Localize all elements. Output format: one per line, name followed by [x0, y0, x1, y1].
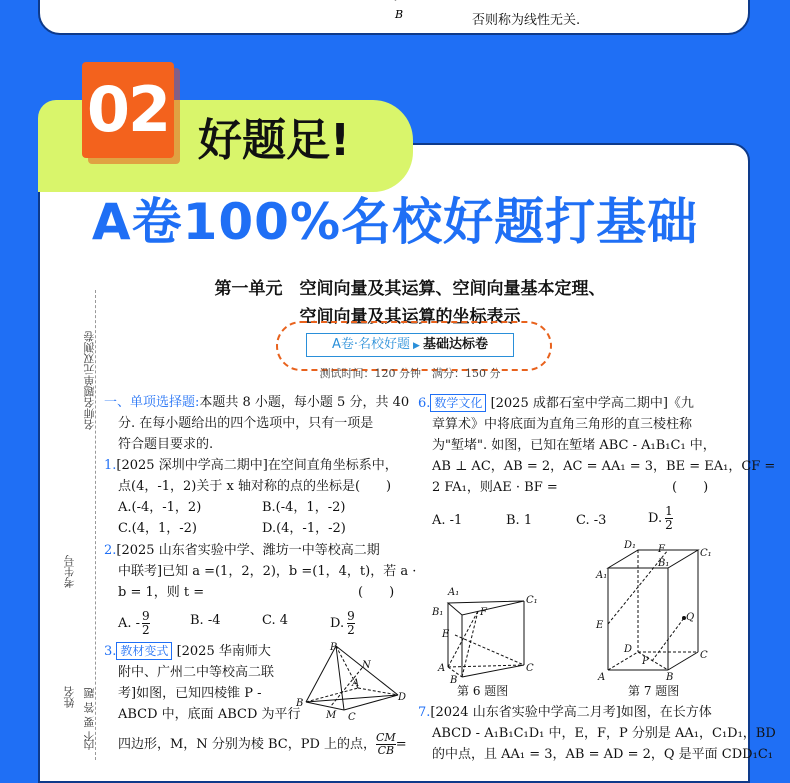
q2-line1: [2025 山东省实验中学、潍坊一中等校高二期	[116, 543, 380, 558]
svg-text:F: F	[480, 607, 487, 618]
section-one-heading	[104, 392, 409, 413]
fig7-caption: 第 7 题图	[628, 684, 680, 698]
svg-text:D: D	[624, 644, 633, 655]
q1-option-a: A.(-4，-1，2)	[118, 500, 202, 515]
q3-tag: 教材变式	[116, 642, 172, 660]
fragment-text: 否则称为线性无关.	[472, 13, 581, 28]
svg-text:C: C	[700, 650, 708, 661]
svg-text:B: B	[666, 672, 674, 682]
unit-title-line2: 空间向量及其运算的坐标表示	[299, 307, 521, 327]
triangle-right-icon: ▶	[413, 341, 420, 351]
question-3	[104, 641, 271, 662]
svg-text:P: P	[642, 656, 649, 667]
q6-line2: 章算术》中将底面为直角三角形的直三棱柱称	[432, 417, 693, 432]
section-rules-1: 本题共 8 小题，每小题 5 分，共 40	[199, 395, 410, 410]
q6-tag: 数学文化	[430, 394, 486, 412]
series-label: 名师名题单元双测卷	[83, 331, 96, 430]
q7-line3: 的中点，且 AA₁ = 3，AB = AD = 2，Q 是平面 CDD₁C₁	[432, 747, 773, 762]
q2-paren: ( )	[358, 585, 395, 600]
svg-text:C: C	[526, 663, 534, 674]
exam-number-label: 考生号	[63, 555, 76, 588]
q6-option-d-fraction	[665, 505, 673, 532]
q7-line1: [2024 山东省实验中学高二月考]如图，在长方体	[430, 705, 712, 720]
q6-option-d-label: D.	[648, 511, 663, 526]
q3-pyramid-figure	[296, 640, 406, 722]
paper-type-pill	[306, 333, 514, 357]
fig6-prism-figure	[428, 585, 548, 683]
q6-d-num: 1	[665, 504, 673, 518]
svg-text:A₁: A₁	[448, 587, 460, 598]
svg-text:Q: Q	[686, 612, 695, 623]
previous-section-card	[38, 0, 750, 35]
question-6	[418, 393, 694, 414]
q6-option-c: C. -3	[576, 513, 607, 528]
name-label: 姓名	[63, 686, 76, 708]
q3-line3: 考]如图，已知四棱锥 P -	[118, 686, 262, 701]
question-2	[104, 540, 380, 561]
q3-frac-num: CM	[376, 731, 396, 744]
q2-option-a-label: A. -	[118, 616, 141, 631]
q6-line4: AB ⊥ AC，AB = 2，AC = AA₁ = 3，BE = EA₁，CF =	[432, 459, 776, 474]
fig7-cuboid-figure	[594, 538, 712, 682]
q1-line2: 点(4，-1，2)关于 x 轴对称的点的坐标是( )	[118, 479, 392, 494]
svg-text:A₁: A₁	[596, 570, 608, 581]
q7-line2: ABCD - A₁B₁C₁D₁ 中，E，F，P 分别是 AA₁，C₁D₁，BD	[432, 726, 776, 741]
svg-text:C₁: C₁	[526, 595, 538, 606]
svg-text:C: C	[348, 712, 356, 722]
section-number: 02	[82, 62, 174, 158]
q2-option-a-fraction	[142, 610, 150, 637]
svg-text:B₁: B₁	[658, 558, 670, 569]
svg-text:A: A	[598, 672, 606, 682]
q2-a-num: 9	[142, 609, 150, 623]
section-rules-3: 符合题目要求的.	[118, 437, 214, 452]
svg-text:E: E	[596, 620, 604, 631]
q6-option-b: B. 1	[506, 513, 533, 528]
q1-option-c: C.(4，1，-2)	[118, 521, 197, 536]
q2-number: 2.	[104, 543, 117, 558]
headline: A卷100%名校好题打基础	[91, 193, 699, 251]
q2-d-den: 2	[347, 623, 355, 637]
svg-text:D: D	[398, 692, 406, 703]
q2-option-d	[330, 610, 355, 637]
q2-line3: b = 1，则 t =	[118, 585, 205, 600]
q3-line5-text: 四边形，M，N 分别为棱 BC，PD 上的点，	[118, 737, 376, 752]
question-1	[104, 455, 398, 476]
pill-part-b: 基础达标卷	[422, 337, 488, 352]
q2-option-d-fraction	[347, 610, 355, 637]
svg-text:C₁: C₁	[700, 548, 712, 559]
q3-tail: =	[395, 737, 407, 752]
unit-title-line1: 第一单元 空间向量及其运算、空间向量基本定理、	[214, 279, 606, 299]
q1-line1: [2025 深圳中学高二期中]在空间直角坐标系中，	[116, 458, 398, 473]
q3-line4: ABCD 中，底面 ABCD 为平行	[118, 707, 301, 722]
q6-d-den: 2	[665, 518, 673, 532]
svg-text:A: A	[438, 663, 446, 674]
svg-text:E: E	[442, 629, 450, 640]
inside-label: 内	[83, 739, 96, 750]
svg-text:B₁: B₁	[432, 607, 444, 618]
question-7	[418, 702, 712, 723]
q6-option-a: A. -1	[432, 513, 463, 528]
q1-option-b: B.(-4，1，-2)	[262, 500, 346, 515]
svg-text:B: B	[450, 675, 458, 683]
q7-number: 7.	[418, 705, 431, 720]
fig6-caption: 第 6 题图	[457, 684, 509, 698]
q1-number: 1.	[104, 458, 117, 473]
q3-frac-den: CB	[377, 744, 395, 757]
section-head: 一、单项选择题:	[104, 395, 200, 410]
q1-option-d: D.(4，-1，-2)	[262, 521, 346, 536]
q3-line1: [2025 华南师大	[176, 644, 271, 659]
svg-text:N: N	[362, 660, 371, 671]
q3-line5	[118, 732, 407, 757]
vertex-label-b: B	[395, 8, 404, 21]
svg-text:F: F	[658, 544, 665, 555]
q2-option-c: C. 4	[262, 613, 289, 628]
q2-option-b: B. -4	[190, 613, 221, 628]
q6-option-d	[648, 505, 673, 532]
q2-option-a	[118, 610, 150, 637]
q2-d-num: 9	[347, 609, 355, 623]
q6-line5: 2 FA₁，则AE · BF =	[432, 480, 558, 495]
svg-text:A: A	[352, 678, 360, 689]
q6-line3: 为"堑堵". 如图，已知在堑堵 ABC - A₁B₁C₁ 中，	[432, 438, 716, 453]
pill-part-a: A卷·名校好题	[332, 337, 411, 352]
q3-fraction	[376, 732, 396, 757]
q3-number: 3.	[104, 644, 117, 659]
test-meta: 测试时间：120 分钟 满分：150 分	[319, 367, 501, 380]
svg-text:M: M	[326, 710, 337, 721]
q6-number: 6.	[418, 396, 431, 411]
q2-option-d-label: D.	[330, 616, 345, 631]
q6-paren: ( )	[672, 480, 709, 495]
svg-text:P: P	[330, 642, 337, 653]
section-title: 好题足!	[198, 115, 351, 166]
q2-line2: 中联考]已知 a =(1，2，2)，b =(1，4，t)，若 a ·	[118, 564, 417, 579]
svg-text:B: B	[296, 698, 304, 709]
svg-text:D₁: D₁	[624, 540, 637, 551]
q2-a-den: 2	[142, 623, 150, 637]
no-answer-label: 不 要 答 题	[83, 687, 96, 742]
q6-line1: [2025 成都石室中学高二期中]《九	[490, 396, 694, 411]
section-rules-2: 分. 在每小题给出的四个选项中，只有一项是	[118, 416, 374, 431]
q3-line2: 附中、广州二中等校高二联	[118, 665, 275, 680]
